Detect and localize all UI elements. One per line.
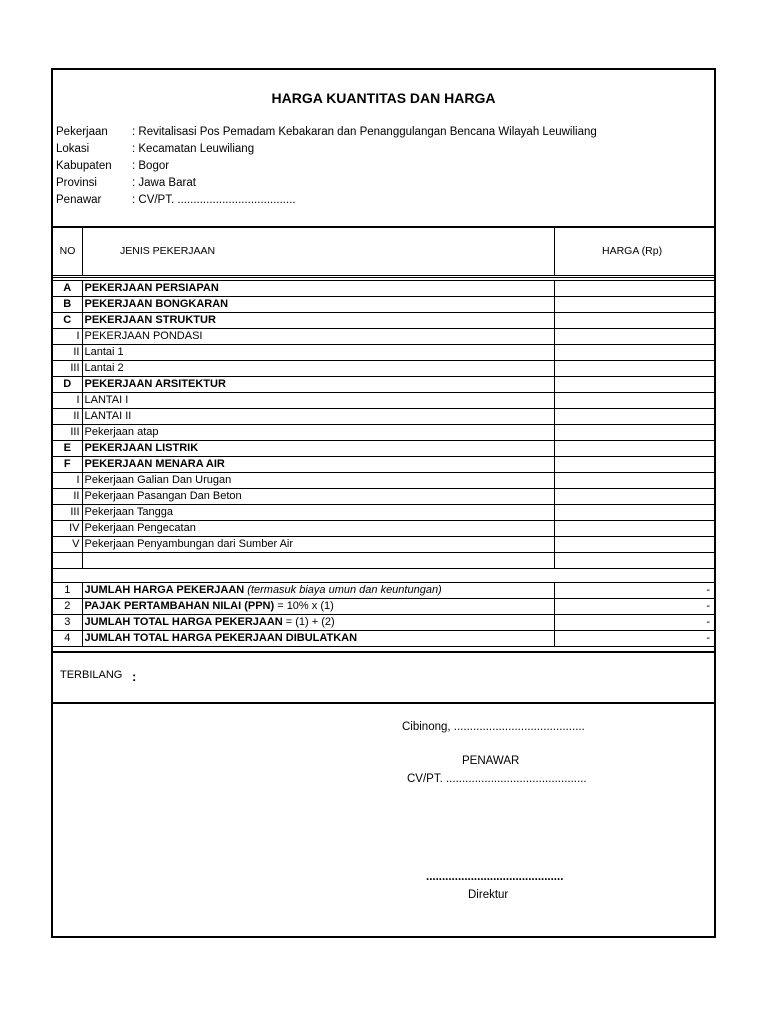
total-price: -: [554, 631, 714, 647]
table-row: [53, 521, 714, 537]
item-no: IV: [53, 521, 82, 537]
totals-table: [53, 582, 714, 647]
item-no: II: [53, 409, 82, 425]
item-no: B: [53, 297, 82, 313]
item-price: [554, 377, 714, 393]
item-price: [554, 425, 714, 441]
item-desc: Pekerjaan Penyambungan dari Sumber Air: [82, 537, 554, 553]
signature-name-line: ...........................................: [426, 871, 564, 883]
item-desc: PEKERJAAN ARSITEKTUR: [82, 377, 554, 393]
item-price: [554, 473, 714, 489]
item-desc: PEKERJAAN PONDASI: [82, 329, 554, 345]
info-label: Penawar: [56, 194, 102, 206]
table-row: [53, 425, 714, 441]
info-label: Kabupaten: [56, 160, 112, 172]
document-title: HARGA KUANTITAS DAN HARGA: [271, 90, 496, 106]
total-row: [53, 599, 714, 615]
item-desc: LANTAI II: [82, 409, 554, 425]
info-value: : Kecamatan Leuwiliang: [132, 143, 255, 155]
totals-bottom-rule: [53, 651, 714, 653]
table-row: [53, 345, 714, 361]
item-price: [554, 505, 714, 521]
info-value: : Bogor: [132, 160, 170, 172]
item-desc: PEKERJAAN LISTRIK: [82, 441, 554, 457]
table-row: [53, 473, 714, 489]
item-desc: PEKERJAAN STRUKTUR: [82, 313, 554, 329]
total-desc: [82, 599, 554, 615]
item-price: [554, 553, 714, 569]
info-value: : Revitalisasi Pos Pemadam Kebakaran dan Penanggulangan Bencana Wilayah Leuwiliang: [132, 126, 597, 138]
item-price: [554, 393, 714, 409]
total-desc-rest: (termasuk biaya umun dan keuntungan): [244, 584, 442, 596]
table-row: [53, 281, 714, 297]
item-no: III: [53, 425, 82, 441]
item-no: E: [53, 441, 82, 457]
item-price: [554, 441, 714, 457]
item-price: [554, 281, 714, 297]
total-desc-bold: PAJAK PERTAMBAHAN NILAI (PPN): [84, 600, 275, 612]
item-price: [554, 409, 714, 425]
item-price: [554, 297, 714, 313]
table-row: [53, 377, 714, 393]
table-row: [53, 457, 714, 473]
item-price: [554, 313, 714, 329]
item-no: III: [53, 505, 82, 521]
table-row: [53, 393, 714, 409]
total-desc: [82, 583, 554, 599]
item-price: [554, 345, 714, 361]
item-no: V: [53, 537, 82, 553]
total-price: -: [554, 615, 714, 631]
item-price: [554, 329, 714, 345]
item-no: D: [53, 377, 82, 393]
item-desc: Lantai 2: [82, 361, 554, 377]
header-harga: HARGA (Rp): [602, 245, 663, 257]
item-no: A: [53, 281, 82, 297]
item-price: [554, 457, 714, 473]
header-jenis-pekerjaan: JENIS PEKERJAAN: [120, 245, 216, 257]
total-no: 4: [53, 631, 82, 647]
item-price: [554, 521, 714, 537]
item-desc: PEKERJAAN MENARA AIR: [82, 457, 554, 473]
total-desc-rest: = 10% x (1): [274, 600, 334, 612]
table-row: [53, 553, 714, 569]
document-frame: [51, 68, 716, 938]
item-desc: [82, 553, 554, 569]
info-label: Provinsi: [56, 177, 97, 189]
total-price: -: [554, 583, 714, 599]
total-desc-bold: JUMLAH TOTAL HARGA PEKERJAAN: [84, 616, 283, 628]
total-row: [53, 615, 714, 631]
item-no: II: [53, 489, 82, 505]
header-top-rule: [53, 226, 714, 228]
item-price: [554, 489, 714, 505]
info-label: Pekerjaan: [56, 126, 108, 138]
item-no: III: [53, 361, 82, 377]
item-no: [53, 553, 82, 569]
item-no: I: [53, 473, 82, 489]
info-value: : CV/PT. .....................................: [132, 194, 296, 206]
table-row: [53, 537, 714, 553]
total-desc-bold: JUMLAH HARGA PEKERJAAN: [84, 584, 245, 596]
header-bottom-rule: [53, 275, 714, 278]
item-desc: Pekerjaan atap: [82, 425, 554, 441]
table-row: [53, 489, 714, 505]
direktur-label: Direktur: [468, 889, 509, 901]
items-table: [53, 280, 714, 569]
table-row: [53, 361, 714, 377]
total-no: 2: [53, 599, 82, 615]
total-desc: [82, 615, 554, 631]
item-desc: PEKERJAAN BONGKARAN: [82, 297, 554, 313]
info-value: : Jawa Barat: [132, 177, 196, 189]
table-row: [53, 505, 714, 521]
total-row: [53, 631, 714, 647]
info-label: Lokasi: [56, 143, 90, 155]
item-desc: Pekerjaan Pasangan Dan Beton: [82, 489, 554, 505]
table-row: [53, 441, 714, 457]
item-no: II: [53, 345, 82, 361]
item-desc: PEKERJAAN PERSIAPAN: [82, 281, 554, 297]
item-desc: LANTAI I: [82, 393, 554, 409]
item-no: F: [53, 457, 82, 473]
total-desc-rest: = (1) + (2): [282, 616, 335, 628]
item-desc: Pekerjaan Galian Dan Urugan: [82, 473, 554, 489]
signature-top-rule: [53, 702, 714, 704]
item-desc: Pekerjaan Tangga: [82, 505, 554, 521]
item-no: C: [53, 313, 82, 329]
table-row: [53, 297, 714, 313]
total-desc-bold: JUMLAH TOTAL HARGA PEKERJAAN DIBULATKAN: [84, 632, 358, 644]
terbilang-colon: :: [132, 669, 137, 684]
terbilang-label: TERBILANG: [60, 669, 123, 681]
total-row: [53, 583, 714, 599]
header-no: NO: [59, 245, 76, 257]
item-desc: Lantai 1: [82, 345, 554, 361]
table-row: [53, 409, 714, 425]
table-row: [53, 329, 714, 345]
company-line: CV/PT. ............................................: [407, 773, 587, 785]
item-no: I: [53, 393, 82, 409]
header-divider: [554, 227, 555, 275]
table-row: [53, 313, 714, 329]
place-date: Cibinong, .........................................: [402, 721, 585, 733]
item-no: I: [53, 329, 82, 345]
penawar-label: PENAWAR: [462, 755, 520, 767]
item-desc: Pekerjaan Pengecatan: [82, 521, 554, 537]
header-divider: [82, 227, 83, 275]
total-price: -: [554, 599, 714, 615]
total-no: 1: [53, 583, 82, 599]
item-price: [554, 537, 714, 553]
total-desc: [82, 631, 554, 647]
total-no: 3: [53, 615, 82, 631]
item-price: [554, 361, 714, 377]
